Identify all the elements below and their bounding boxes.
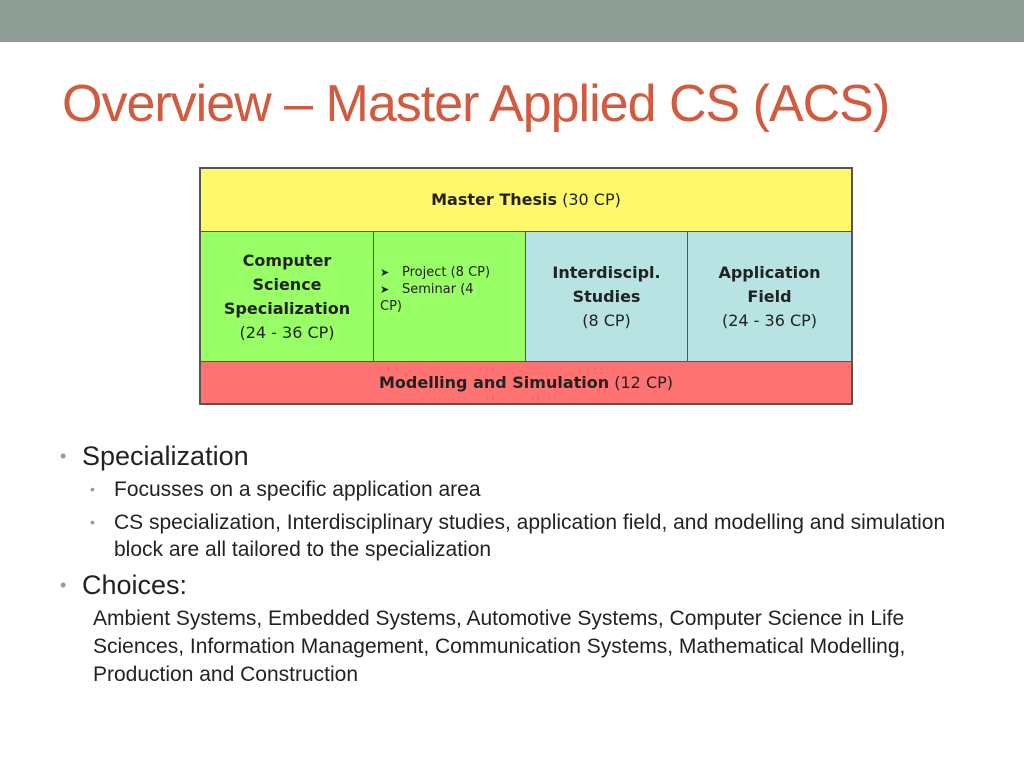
sub-bullet-tailored: • CS specialization, Interdisciplinary studies, application field, and modelling and simulation block are all tailored to the specialization xyxy=(90,511,946,561)
cs-line2: Science xyxy=(252,274,322,294)
project-seminar-block xyxy=(373,231,526,362)
slide-title: Overview – Master Applied CS (ACS) xyxy=(62,75,890,133)
top-bar xyxy=(0,0,1024,42)
model-cp: (12 CP) xyxy=(614,372,673,392)
bullet-dot-icon: • xyxy=(90,514,95,530)
cs-line3: Specialization xyxy=(223,298,351,318)
bullet-dot-icon: • xyxy=(60,575,67,595)
master-thesis-block xyxy=(200,168,852,232)
interdisciplinary-block xyxy=(525,231,688,362)
master-thesis-label: Master Thesis xyxy=(431,190,558,209)
appl-line1: Application xyxy=(718,262,821,282)
cs-line1: Computer xyxy=(242,250,332,270)
arrow-bullet-icon: ➤ xyxy=(380,283,390,296)
appl-line2: Field xyxy=(747,286,792,306)
bullet-list xyxy=(58,440,978,689)
master-thesis-cp: (30 CP) xyxy=(562,190,621,209)
inter-line1: Interdiscipl. xyxy=(552,262,661,282)
bullet-dot-icon: • xyxy=(60,446,67,466)
inter-cp: (8 CP) xyxy=(582,310,631,330)
cs-specialization-block xyxy=(200,231,374,362)
seminar-item: ➤ Seminar (4 xyxy=(380,282,474,297)
modelling-simulation-block xyxy=(200,361,852,404)
model-label: Modelling and Simulation xyxy=(378,372,610,392)
choices-text: Ambient Systems, Embedded Systems, Automotive Systems, Computer Science in Life Sciences, Information Management, Communication Systems, Mathematical Modelling, Production and Construction xyxy=(93,607,906,686)
application-field-block xyxy=(687,231,852,362)
bullet-specialization: • Specialization xyxy=(60,441,249,471)
bullet-dot-icon: • xyxy=(90,481,95,497)
inter-line2: Studies xyxy=(572,286,641,306)
bullet-choices: • Choices: xyxy=(60,570,188,600)
project-item: ➤ Project (8 CP) xyxy=(380,265,491,280)
arrow-bullet-icon: ➤ xyxy=(380,266,390,279)
appl-cp: (24 - 36 CP) xyxy=(721,310,818,330)
sub-bullet-focus: • Focusses on a specific application area xyxy=(90,478,481,501)
program-structure-diagram xyxy=(199,167,853,405)
seminar-item-cont: CP) xyxy=(380,299,402,314)
cs-cp: (24 - 36 CP) xyxy=(239,322,335,342)
